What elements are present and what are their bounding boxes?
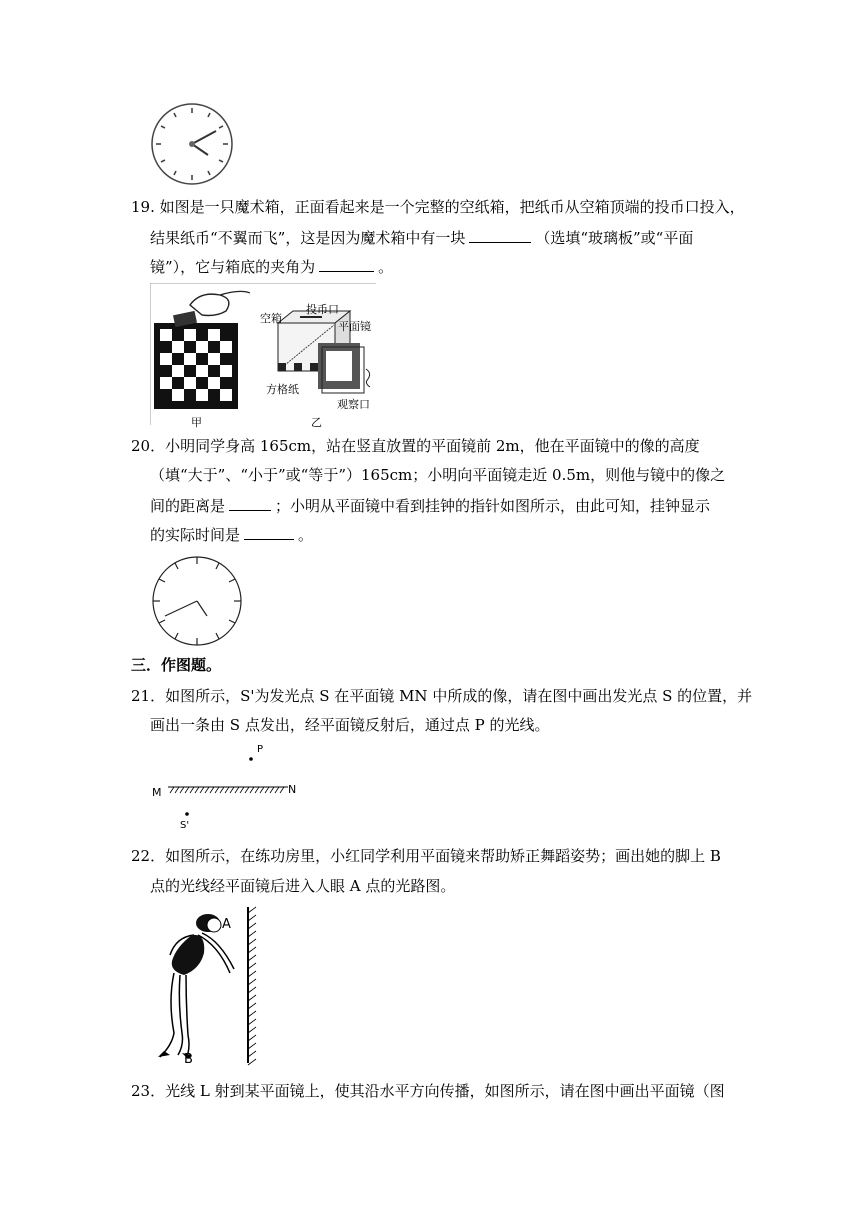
label-p: P xyxy=(257,744,264,755)
label-coin-slot: 投币口 xyxy=(306,303,339,316)
label-yi: 乙 xyxy=(311,416,322,429)
q19-line-3a: 镜”），它与箱底的夹角为 xyxy=(150,258,316,276)
q22-line-2: 点的光线经平面镜后进入人眼 A 点的光路图。 xyxy=(150,877,456,895)
q21-line-1: 21．如图所示，S'为发光点 S 在平面镜 MN 中所成的像，请在图中画出发光点 S 的位置，并 xyxy=(131,687,753,705)
q20-line-4a: 的实际时间是 xyxy=(150,526,241,544)
q19-line-2b: （选填“玻璃板”或“平面 xyxy=(535,229,694,247)
mirror-mn-figure xyxy=(150,744,310,832)
q20-line-3b: ；小明从平面镜中看到挂钟的指针如图所示，由此可知，挂钟显示 xyxy=(275,497,711,515)
label-grid-paper: 方格纸 xyxy=(266,383,299,396)
q19-line-2 xyxy=(150,227,693,248)
q20-line-3 xyxy=(150,495,710,516)
q21-line-2: 画出一条由 S 点发出，经平面镜反射后，通过点 P 的光线。 xyxy=(150,716,550,734)
q20-line-4b: 。 xyxy=(298,526,314,544)
q19-line-1: 19. 如图是一只魔术箱，正面看起来是一个完整的空纸箱，把纸币从空箱顶端的投币口投入， xyxy=(131,198,745,216)
label-s-prime: S' xyxy=(180,820,190,831)
answer-blank xyxy=(229,495,271,511)
q19-line-2a: 结果纸币“不翼而飞”，这是因为魔术箱中有一块 xyxy=(150,229,466,247)
q19-line-3 xyxy=(150,256,393,277)
q23-line-1: 23．光线 L 射到某平面镜上，使其沿水平方向传播，如图所示，请在图中画出平面镜（图 xyxy=(131,1082,725,1100)
q20-line-3a: 间的距离是 xyxy=(150,497,226,515)
q19-line-3b: 。 xyxy=(378,258,394,276)
label-empty-box: 空箱 xyxy=(260,312,282,325)
clock-figure-q20 xyxy=(150,556,244,646)
label-plane-mirror: 平面镜 xyxy=(338,320,371,333)
label-observe-window: 观察口 xyxy=(337,398,370,411)
q20-line-2: （填“大于”、“小于”或“等于”）165cm；小明向平面镜走近 0.5m，则他与镜中的像之 xyxy=(150,466,726,484)
label-n: N xyxy=(288,783,297,796)
answer-blank xyxy=(319,256,374,272)
answer-blank xyxy=(469,227,531,243)
q20-line-4 xyxy=(150,524,313,545)
label-jia: 甲 xyxy=(191,416,202,429)
q20-line-1: 20．小明同学身高 165cm，站在竖直放置的平面镜前 2m，他在平面镜中的像的高度 xyxy=(131,437,700,455)
clock-figure-top xyxy=(150,100,234,186)
label-a: A xyxy=(222,917,231,932)
label-m: M xyxy=(152,786,162,799)
section-title: 三．作图题。 xyxy=(131,656,222,674)
label-b: B xyxy=(184,1052,193,1067)
answer-blank xyxy=(244,524,294,540)
dancer-mirror-figure xyxy=(148,905,274,1069)
q22-line-1: 22．如图所示，在练功房里，小红同学利用平面镜来帮助矫正舞蹈姿势；画出她的脚上 B xyxy=(131,847,721,865)
